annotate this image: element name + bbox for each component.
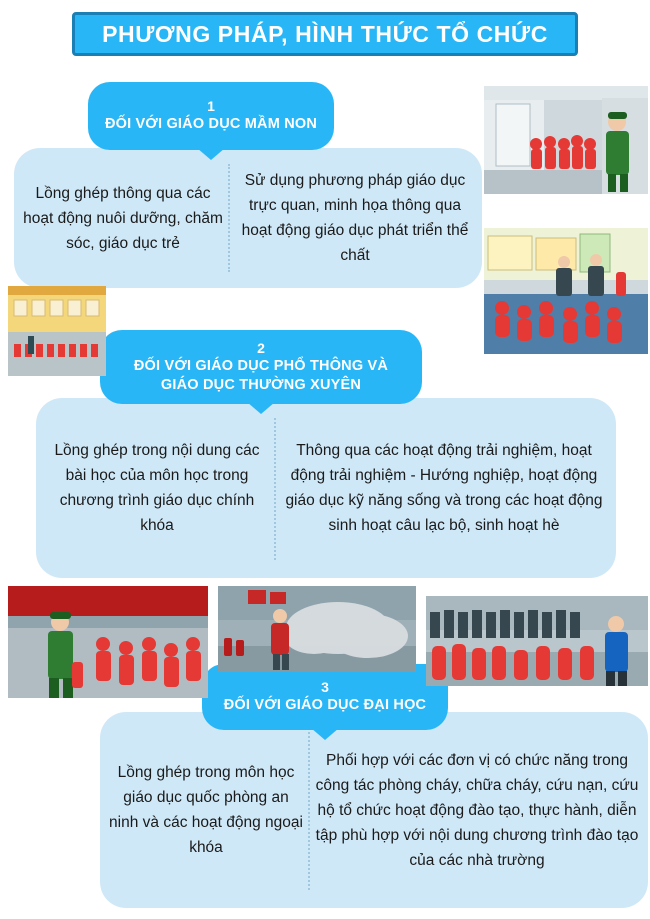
section-2-column-1 [44,406,270,570]
section-3-divider [308,732,310,890]
section-2-column-1-text: Lồng ghép trong nội dung các bài học của môn học trong chương trình giáo dục chính khóa [54,442,260,534]
section-3-column-2 [314,720,640,900]
section-2-column-2 [280,406,608,570]
section-1-number: 1 [207,98,215,114]
section-2-heading: ĐỐI VỚI GIÁO DỤC PHỔ THÔNG VÀ GIÁO DỤC THƯỜNG XUYÊN [133,357,389,393]
page-title-text: PHƯƠNG PHÁP, HÌNH THỨC TỔ CHỨC [102,20,548,47]
section-1-panel [14,148,482,288]
section-2-panel [36,398,616,578]
section-3-number: 3 [321,679,329,695]
section-3-column-1 [108,720,304,900]
section-1-column-2-text: Sử dụng phương pháp giáo dục trực quan, minh họa thông qua hoạt động giáo dục phát triển thể chất [241,172,469,264]
photo-students-assembly-officer [8,586,208,698]
section-3-panel [100,712,648,908]
photo-firefighter-children-corridor [484,86,648,194]
photo-kindergarten-fire-drill [484,228,648,354]
section-2-column-2-text: Thông qua các hoạt động trải nghiệm, hoạt động trải nghiệm - Hướng nghiệp, hoạt động giáo dục kỹ năng sống và trong các hoạt động sinh hoạt câu lạc bộ, sinh hoạt hè [285,442,603,534]
photo-fire-extinguisher-demo-smoke [218,586,416,672]
section-3-header [202,664,448,730]
section-1-notch [197,148,225,160]
photo-extinguisher-training-students [426,596,648,686]
page-title [72,12,578,56]
section-3-column-2-text: Phối hợp với các đơn vị có chức năng trong công tác phòng cháy, chữa cháy, cứu nạn, cứu hộ tổ chức hoạt động đào tạo, thực hành, diễn tập phù hợp với nội dung chương trình đào tạo của các nhà trường [315,751,639,869]
section-1-column-1 [22,156,224,280]
section-1-column-2 [234,156,476,280]
section-2-number: 2 [257,339,265,356]
section-1-column-1-text: Lồng ghép thông qua các hoạt động nuôi dưỡng, chăm sóc, giáo dục trẻ [23,184,223,252]
section-1-header [88,82,334,150]
section-1-divider [228,164,230,272]
section-2-notch [247,402,275,414]
section-3-column-1-text: Lồng ghép trong môn học giáo dục quốc phòng an ninh và các hoạt động ngoại khóa [109,764,303,856]
photo-school-yard-assembly [8,286,106,376]
section-2-divider [274,418,276,560]
section-3-heading: ĐỐI VỚI GIÁO DỤC ĐẠI HỌC [223,697,427,713]
section-3-notch [311,728,339,740]
section-2-header [100,330,422,404]
section-1-heading: ĐỐI VỚI GIÁO DỤC MẦM NON [104,116,318,132]
